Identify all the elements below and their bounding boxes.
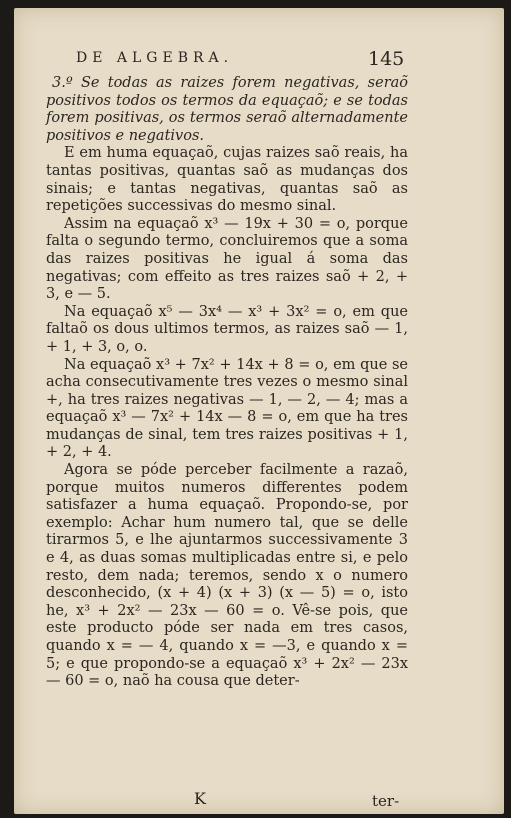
page-number: 145 — [368, 48, 405, 70]
signature-mark: K — [194, 789, 206, 808]
paragraph-rule-3: 3.º Se todas as raizes forem negativas, seraõ positivos todos os termos da equaçaõ; e se todas forem positivas, os termos seraõ alternadamente positivos e negativos. — [46, 75, 408, 144]
paragraph-example-1: Assim na equaçaõ x³ — 19x + 30 = o, porque falta o segundo termo, concluiremos que a soma das raizes positivas he igual á soma das negativas; com effeito as tres raizes saõ + 2, + 3, e — 5. — [46, 215, 408, 303]
paragraph-example-3: Na equaçaõ x³ + 7x² + 14x + 8 = o, em que se acha consecutivamente tres vezes o mesmo sinal +, ha tres raizes negativas — 1, — 2, — 4; mas a equaçaõ x³ — 7x² + 14x — 8 = o, em que ha tres mudanças de sinal, tem tres raizes positivas + 1, + 2, + 4. — [46, 356, 408, 461]
page-body — [46, 75, 408, 691]
paragraph-explanation: Agora se póde perceber facilmente a razaõ, porque muitos numeros differentes podem satisfazer a huma equaçaõ. Propondo-se, por exemplo: Achar hum numero tal, que se delle tirarmos 5, e lhe ajuntarmos successivamente 3 e 4, as duas somas multiplicadas entre si, e pelo resto, dem nada; teremos, sendo x o numero desconhecido, (x + 4) (x + 3) (x — 5) = o, isto he, x³ + 2x² — 23x — 60 = o. Vê-se pois, que este producto póde ser nada em tres casos, quando x = — 4, quando x = —3, e quando x = 5; e que propondo-se a equaçaõ x³ + 2x² — 23x — 60 = o, naõ ha cousa que deter- — [46, 462, 408, 690]
paragraph-sign-changes: E em huma equaçaõ, cujas raizes saõ reais, ha tantas positivas, quantas saõ as mudanças dos sinais; e tantas negativas, quantas saõ as repetições successivas do mesmo sinal. — [46, 145, 408, 215]
book-page — [14, 8, 504, 814]
running-title: DE ALGEBRA. — [76, 50, 234, 66]
paragraph-example-2: Na equaçaõ x⁵ — 3x⁴ — x³ + 3x² = o, em que faltaõ os dous ultimos termos, as raizes saõ — 1, + 1, + 3, o, o. — [46, 303, 408, 355]
catchword: ter- — [372, 792, 400, 810]
